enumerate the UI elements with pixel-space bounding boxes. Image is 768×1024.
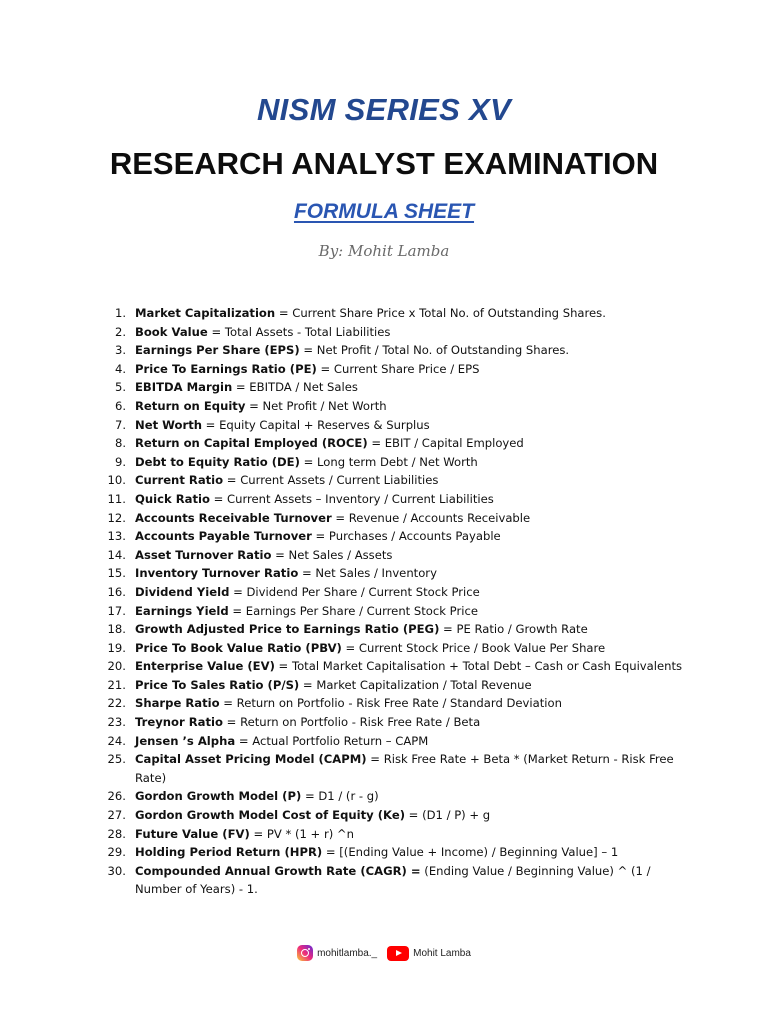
formula-label: Earnings Yield [135, 603, 229, 618]
formula-number: 1. [114, 306, 126, 320]
formula-label: Accounts Payable Turnover [135, 529, 312, 544]
formula-number: 6. [114, 398, 126, 413]
formula-number: 9. [114, 454, 126, 469]
formula-number: 15. [107, 566, 126, 581]
formula-list [104, 304, 694, 899]
formula-item [104, 862, 694, 899]
formula-label: Net Worth [135, 417, 202, 432]
formula-label: Market Capitalization [135, 306, 276, 320]
formula-item [104, 583, 694, 602]
formula-item [104, 304, 694, 323]
formula-expression: = EBIT / Capital Employed [367, 436, 524, 451]
formula-label: Return on Equity [135, 398, 246, 413]
formula-expression: = Net Sales / Assets [271, 547, 393, 562]
formula-label: Book Value [135, 324, 208, 339]
instagram-handle: mohitlamba._ [317, 947, 378, 959]
formula-label: Asset Turnover Ratio [135, 547, 272, 562]
formula-item [104, 602, 694, 621]
formula-expression: = Equity Capital + Reserves & Surplus [202, 417, 430, 432]
formula-expression: = Total Market Capitalisation + Total Debt – Cash or Cash Equivalents [274, 659, 683, 674]
formula-number: 13. [107, 529, 126, 544]
formula-item [104, 509, 694, 528]
formula-expression: = Current Assets – Inventory / Current Liabilities [209, 491, 494, 506]
formula-item [104, 825, 694, 844]
formula-expression: = Earnings Per Share / Current Stock Price [228, 603, 478, 618]
instagram-link[interactable] [297, 945, 377, 961]
formula-label: Earnings Per Share (EPS) [135, 343, 300, 358]
formula-number: 11. [107, 491, 126, 506]
formula-expression: = Net Profit / Net Worth [245, 398, 387, 413]
formula-number: 24. [107, 733, 126, 748]
formula-label: Sharpe Ratio [135, 696, 220, 711]
formula-sheet-heading: FORMULA SHEET [293, 200, 475, 223]
formula-item [104, 694, 694, 713]
formula-expression: = Actual Portfolio Return – CAPM [235, 733, 429, 748]
formula-number: 19. [107, 640, 126, 655]
formula-item [104, 323, 694, 342]
formula-label: Quick Ratio [135, 491, 210, 506]
formula-number: 17. [107, 603, 126, 618]
formula-expression: = Current Stock Price / Book Value Per Share [341, 640, 606, 655]
formula-label: Jensen ’s Alpha [135, 733, 236, 748]
formula-label: Price To Earnings Ratio (PE) [135, 361, 317, 376]
formula-item [104, 360, 694, 379]
formula-label: Gordon Growth Model Cost of Equity (Ke) [135, 808, 405, 823]
formula-label: Holding Period Return (HPR) [135, 845, 323, 860]
formula-number: 4. [114, 361, 126, 376]
formula-expression: = (D1 / P) + g [405, 808, 491, 823]
series-title: NISM SERIES XV [257, 92, 511, 127]
formula-expression: = EBITDA / Net Sales [232, 380, 358, 395]
exam-title: RESEARCH ANALYST EXAMINATION [109, 146, 659, 181]
formula-expression: = Current Share Price / EPS [316, 361, 480, 376]
formula-label: Growth Adjusted Price to Earnings Ratio (PEG) [135, 622, 440, 637]
formula-number: 16. [107, 584, 126, 599]
formula-item [104, 341, 694, 360]
formula-item [104, 397, 694, 416]
formula-number: 2. [114, 324, 126, 339]
formula-number: 5. [114, 380, 126, 395]
formula-number: 30. [107, 863, 126, 878]
formula-item [104, 416, 694, 435]
formula-number: 25. [107, 752, 126, 767]
formula-label: Compounded Annual Growth Rate (CAGR) = [135, 863, 421, 878]
formula-number: 27. [107, 808, 126, 823]
author-byline: By: Mohit Lamba [318, 242, 450, 260]
formula-number: 3. [114, 343, 126, 358]
formula-number: 18. [107, 622, 126, 637]
formula-item [104, 434, 694, 453]
formula-item [104, 471, 694, 490]
formula-number: 22. [107, 696, 126, 711]
formula-label: Gordon Growth Model (P) [135, 789, 302, 804]
formula-expression: = Return on Portfolio - Risk Free Rate / Beta [222, 715, 481, 730]
footer-social [0, 945, 768, 961]
formula-number: 26. [107, 789, 126, 804]
formula-number: 23. [107, 715, 126, 730]
instagram-icon [297, 945, 313, 961]
formula-item [104, 639, 694, 658]
formula-label: Dividend Yield [135, 584, 230, 599]
formula-number: 14. [107, 547, 126, 562]
youtube-channel: Mohit Lamba [413, 947, 471, 959]
formula-expression: = Revenue / Accounts Receivable [331, 510, 531, 525]
formula-number: 8. [114, 436, 126, 451]
formula-item [104, 620, 694, 639]
formula-label: Current Ratio [135, 473, 224, 488]
formula-item [104, 527, 694, 546]
formula-item [104, 490, 694, 509]
formula-item [104, 657, 694, 676]
formula-label: Price To Sales Ratio (P/S) [135, 677, 300, 692]
formula-label: Return on Capital Employed (ROCE) [135, 436, 368, 451]
formula-expression: = Current Share Price x Total No. of Outstanding Shares. [275, 306, 606, 320]
formula-label: Future Value (FV) [135, 826, 250, 841]
formula-expression: = Purchases / Accounts Payable [311, 529, 501, 544]
formula-item [104, 732, 694, 751]
formula-number: 10. [107, 473, 126, 488]
formula-expression: = Total Assets - Total Liabilities [207, 324, 391, 339]
formula-number: 29. [107, 845, 126, 860]
formula-item [104, 843, 694, 862]
youtube-icon [387, 946, 409, 961]
formula-item [104, 546, 694, 565]
formula-number: 21. [107, 677, 126, 692]
formula-expression: = Risk Free Rate + Beta * (Market Return - Risk Free Rate) [135, 752, 674, 785]
formula-expression: = [(Ending Value + Income) / Beginning Value] – 1 [322, 845, 619, 860]
formula-label: EBITDA Margin [135, 380, 233, 395]
formula-item [104, 564, 694, 583]
formula-expression: (Ending Value / Beginning Value) ^ (1 / Number of Years) - 1. [135, 863, 651, 897]
formula-label: Inventory Turnover Ratio [135, 566, 299, 581]
formula-number: 28. [107, 826, 126, 841]
formula-label: Debt to Equity Ratio (DE) [135, 454, 300, 469]
formula-expression: = Current Assets / Current Liabilities [223, 473, 439, 488]
formula-expression: = D1 / (r - g) [301, 789, 379, 804]
formula-expression: = PE Ratio / Growth Rate [439, 622, 588, 637]
formula-label: Treynor Ratio [135, 715, 223, 730]
formula-item [104, 453, 694, 472]
formula-item [104, 713, 694, 732]
formula-item [104, 787, 694, 806]
formula-label: Price To Book Value Ratio (PBV) [135, 640, 342, 655]
formula-expression: = Net Profit / Total No. of Outstanding Shares. [299, 343, 570, 358]
formula-item [104, 806, 694, 825]
formula-label: Capital Asset Pricing Model (CAPM) [135, 752, 367, 767]
youtube-link[interactable] [387, 946, 471, 961]
formula-expression: = PV * (1 + r) ^n [249, 826, 354, 841]
formula-label: Accounts Receivable Turnover [135, 510, 332, 525]
formula-expression: = Market Capitalization / Total Revenue [299, 677, 532, 692]
formula-number: 12. [107, 510, 126, 525]
formula-number: 7. [114, 417, 126, 432]
formula-item [104, 378, 694, 397]
formula-expression: = Return on Portfolio - Risk Free Rate / Standard Deviation [219, 696, 562, 711]
formula-item [104, 676, 694, 695]
formula-number: 20. [107, 659, 126, 674]
formula-label: Enterprise Value (EV) [135, 659, 275, 674]
formula-item [104, 750, 694, 787]
formula-expression: = Dividend Per Share / Current Stock Price [229, 584, 480, 599]
formula-expression: = Net Sales / Inventory [298, 566, 437, 581]
formula-expression: = Long term Debt / Net Worth [299, 454, 478, 469]
